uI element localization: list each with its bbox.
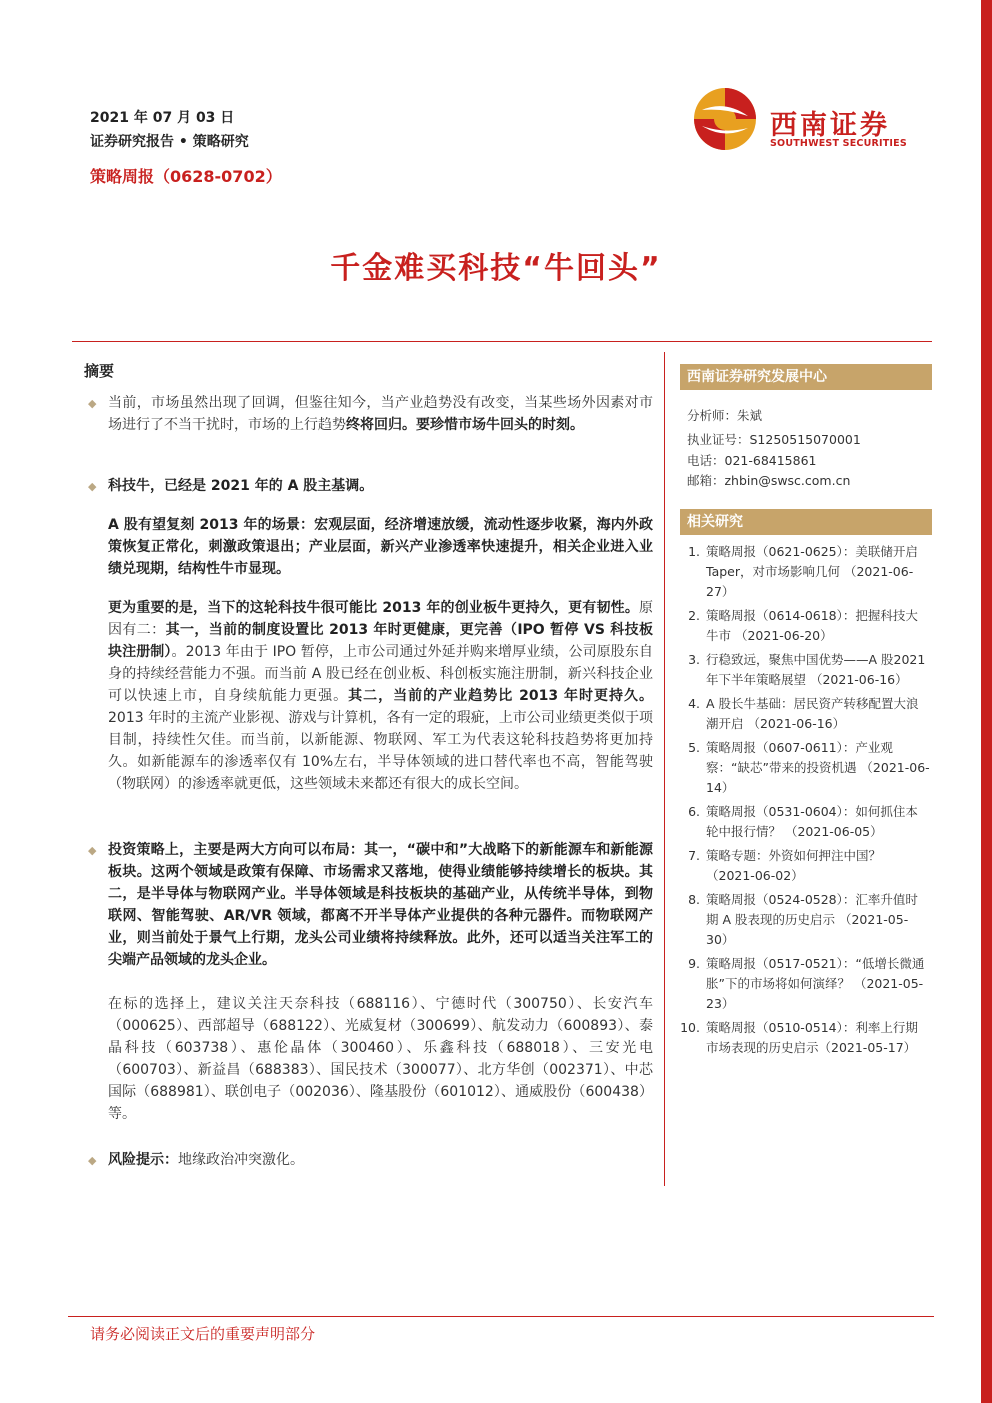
list-item[interactable]: 10. 策略周报（0510-0514）：利率上行期市场表现的历史启示（2021-05-17） [680,1020,918,1055]
list-item[interactable]: 1. 策略周报（0621-0625）：美联储开启 Taper，对市场影响几何 （2021-06-27） [688,544,918,599]
right-edge-bar [981,0,992,1403]
abstract-paragraph-3: A 股有望复刻 2013 年的场景：宏观层面，经济增速放缓，流动性逐步收紧，海内外政策恢复正常化，刺激政策退出；产业层面，新兴产业渗透率快速提升，相关企业进入业绩兑现期，结构性牛市显现。 [108,517,653,577]
analyst-license: 执业证号：S1250515070001 [687,432,861,447]
analyst-name: 分析师：朱斌 [687,408,763,423]
report-date: 2021 年 07 月 03 日 [90,110,235,126]
report-type: 证券研究报告 • 策略研究 [90,134,249,150]
bullet-icon: ◆ [88,397,97,410]
bullet-icon: ◆ [88,1154,97,1167]
logo-name-cn: 西南证券 [770,110,890,141]
abstract-heading: 摘要 [84,362,115,380]
bullet-icon: ◆ [88,480,97,493]
list-item[interactable]: 9. 策略周报（0517-0521）：“低增长微通胀”下的市场将如何演绎？ （2021-05-23） [688,956,925,1011]
list-item[interactable]: 2. 策略周报（0614-0618）：把握科技大牛市 （2021-06-20） [688,608,918,643]
abstract-paragraph-4: 更为重要的是，当下的这轮科技牛很可能比 2013 年的创业板牛更持久，更有韧性。原因有二：其一，当前的制度设置比 2013 年时更健康，更完善（IPO 暂停 VS 科技板块注册制）。2013 年由于 IPO 暂停，上市公司通过外延并购来增厚业绩，公司原股东自身的持续经营能力不强。而当前 A 股已经在创业板、科创板实施注册制，新兴科技企业可以快速上市，自身续航能力更强。其二，当前的产业趋势比 2013 年时更持久。2013 年时的主流产业影视、游戏与计算机，各有一定的瑕疵，上市公司业绩更类似于项目制，持续性欠佳。而当前，以新能源、物联网、军工为代表这轮科技趋势将更加持久。如新能源车的渗透率仅有 10%左右，半导体领域的进口替代率也不高，智能驾驶（物联网）的渗透率就更低，这些领域未来都还有很大的成长空间。 [108,600,654,792]
list-item[interactable]: 8. 策略周报（0524-0528）：汇率升值时期 A 股表现的历史启示 （2021-05-30） [688,892,918,947]
analyst-phone: 电话：021-68415861 [687,453,817,468]
list-item[interactable]: 5. 策略周报（0607-0611）：产业观察：“缺芯”带来的投资机遇 （2021-06-14） [688,740,930,795]
header-divider [72,341,932,342]
footer-disclaimer: 请务必阅读正文后的重要声明部分 [90,1325,316,1343]
list-item[interactable]: 3. 行稳致远，聚焦中国优势——A 股2021 年下半年策略展望 （2021-06-16） [688,652,926,687]
abstract-paragraph-6: 在标的选择上，建议关注天奈科技（688116）、宁德时代（300750）、长安汽车（000625）、西部超导（688122）、光威复材（300699）、航发动力（600893）、泰晶科技（603738）、惠伦晶体（300460）、乐鑫科技（688018）、三安光电（600703）、新益昌（688383）、国民技术（300077）、北方华创（002371）、中芯国际（688981）、联创电子（002036）、隆基股份（601012）、通威股份（600438）等。 [108,996,653,1122]
risk-warning: 风险提示：地缘政治冲突激化。 [108,1152,304,1168]
abstract-paragraph-1: 当前，市场虽然出现了回调，但鉴往知今，当产业趋势没有改变，当某些场外因素对市场进行了不当干扰时，市场的上行趋势终将回归。要珍惜市场牛回头的时刻。 [108,395,653,433]
list-item[interactable]: 6. 策略周报（0531-0604）：如何抓住本轮中报行情？ （2021-06-05） [688,804,918,839]
footer-divider [68,1316,934,1317]
bullet-icon: ◆ [88,844,97,857]
related-research-list [680,542,930,1062]
research-center-header: 西南证券研究发展中心 [680,364,932,390]
related-research-header: 相关研究 [680,509,932,535]
list-item[interactable]: 7. 策略专题：外资如何押注中国？ （2021-06-02） [688,848,882,883]
analyst-email: 邮箱：zhbin@swsc.com.cn [687,473,851,488]
logo-name-en: SOUTHWEST SECURITIES [770,138,907,149]
report-series: 策略周报（0628-0702） [90,167,282,186]
abstract-paragraph-2: 科技牛，已经是 2021 年的 A 股主基调。 [108,478,374,494]
list-item[interactable]: 4. A 股长牛基础：居民资产转移配置大浪潮开启 （2021-06-16） [688,696,919,731]
abstract-paragraph-5: 投资策略上，主要是两大方向可以布局：其一，“碳中和”大战略下的新能源车和新能源板块。这两个领域是政策有保障、市场需求又落地，使得业绩能够持续增长的板块。其二，是半导体与物联网产业。半导体领域是科技板块的基础产业，从传统半导体，到物联网、智能驾驶、AR/VR 领域，都离不开半导体产业提供的各种元器件。而物联网产业，则当前处于景气上行期，龙头公司业绩将持续释放。此外，还可以适当关注军工的尖端产品领域的龙头企业。 [108,842,653,968]
column-divider [664,352,665,1186]
report-title: 千金难买科技“牛回头” [330,251,662,286]
